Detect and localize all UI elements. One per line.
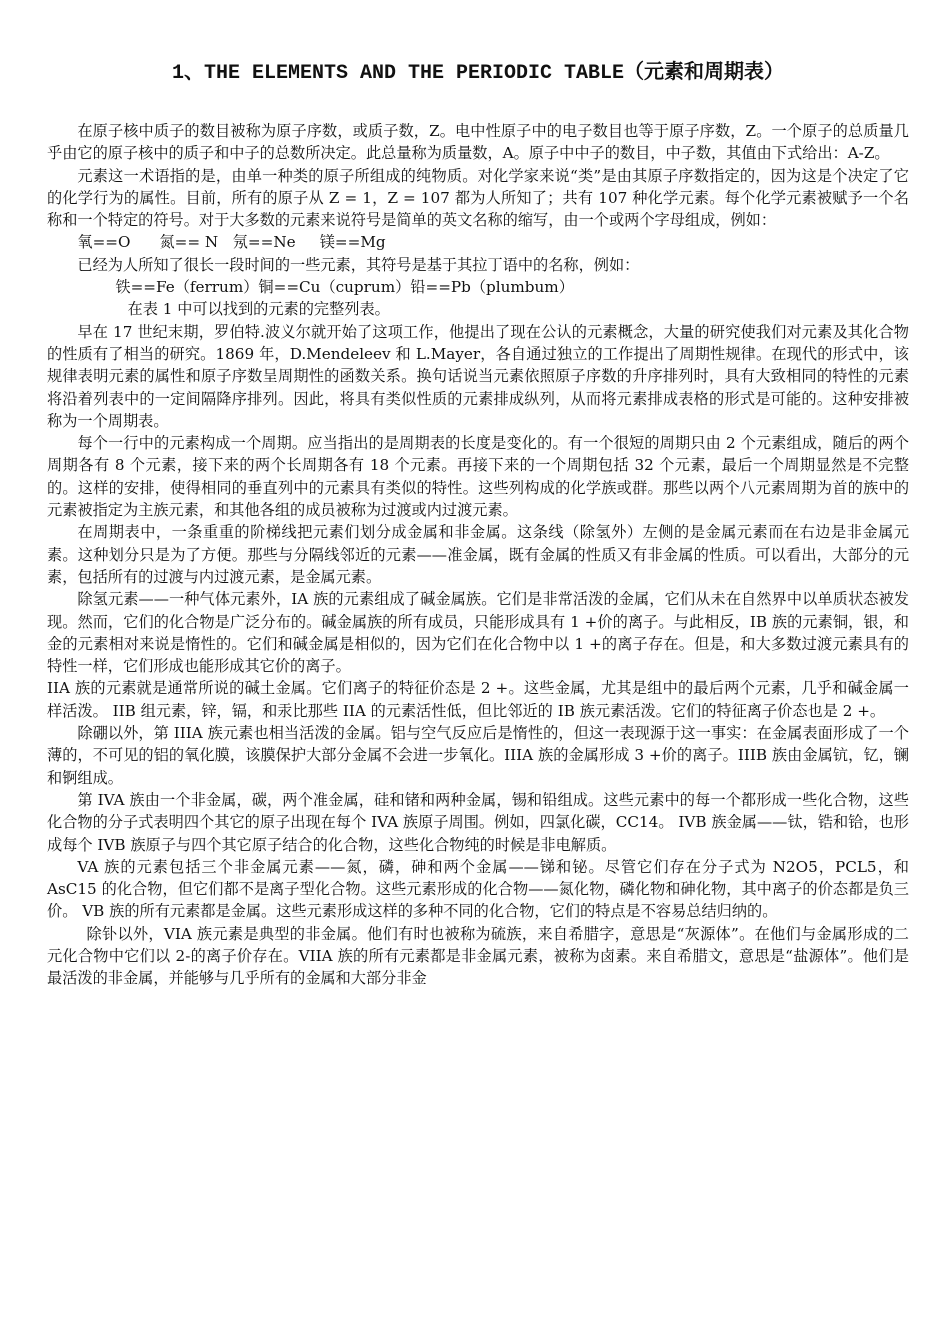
- paragraph-group-ia: 除氢元素——一种气体元素外，IA 族的元素组成了碱金属族。它们是非常活泼的金属，它们从未在自然界中以单质状态被发现。然而，它们的化合物是广泛分布的。碱金属族的所有成员，只能形成具有 1 +价的离子。与此相反，IB 族的元素铜，银，和金的元素相对来说是惰性的。它们和碱金属是相似的，因为它们在化合物中以 1 +的离子存在。但是，和大多数过渡元素具有的特性一样，它们形成也能形成其它价的离子。: [47, 590, 909, 676]
- paragraph-group-iia: IIA 族的元素就是通常所说的碱土金属。它们离子的特征价态是 2 +。这些金属，尤其是组中的最后两个元素，几乎和碱金属一样活泼。 IIB 组元素，锌，镉，和汞比那些 IIA 的元素活性低，但比邻近的 IB 族元素活泼。它们的特征离子价态也是 2 +。: [47, 679, 909, 720]
- paragraph-group-via: 除钋以外，VIA 族元素是典型的非金属。他们有时也被称为硫族，来自希腊字，意思是“灰源体”。在他们与金属形成的二元化合物中它们以 2-的离子价存在。VIIA 族的所有元素都是非金属元素，被称为卤素。来自希腊文，意思是“盐源体”。他们是最活泼的非金属，并能够与几乎所有的金属和大部分非金: [47, 924, 909, 988]
- paragraph-group-iiia: 除硼以外，第 IIIA 族元素也相当活泼的金属。铝与空气反应后是惰性的，但这一表现源于这一事实：在金属表面形成了一个薄的，不可见的铝的氧化膜，该膜保护大部分金属不会进一步氧化。IIIA 族的金属形成 3 +价的离子。IIIB 族由金属钪，钇，镧和锕组成。: [47, 724, 909, 787]
- page-title: 1、THE ELEMENTS AND THE PERIODIC TABLE（元素和周期表）: [171, 62, 785, 85]
- element-symbol-examples: 氧==O 氮== N 氖==Ne 镁==Mg: [77, 233, 386, 252]
- paragraph-atomic-number: 在原子核中质子的数目被称为原子序数，或质子数，Z。电中性原子中的电子数目也等于原子序数，Z。一个原子的总质量几乎由它的原子核中的质子和中子的总数所决定。此总量称为质量数，A。原子中中子的数目，中子数，其值由下式给出：A-Z。: [47, 122, 909, 163]
- document-page: [47, 60, 909, 990]
- paragraph-group-va: VA 族的元素包括三个非金属元素——氮，磷，砷和两个金属——锑和铋。尽管它们存在分子式为 N2O5，PCL5，和 AsC15 的化合物，但它们都不是离子型化合物。这些元素形成的化合物——氮化物，磷化物和砷化物，其中离子的价态都是负三价。 VB 族的所有元素都是金属。这些元素形成这样的多种不同的化合物，它们的特点是不容易总结归纳的。: [47, 857, 909, 921]
- paragraph-metals-nonmetals: 在周期表中，一条重重的阶梯线把元素们划分成金属和非金属。这条线（除氢外）左侧的是金属元素而在右边是非金属元素。这种划分只是为了方便。那些与分隔线邻近的元素——准金属，既有金属的性质又有非金属的性质。可以看出，大部分的元素，包括所有的过渡与内过渡元素，是金属元素。: [47, 523, 909, 586]
- table-reference-note: 在表 1 中可以找到的元素的完整列表。: [127, 300, 390, 319]
- paragraph-periods: 每个一行中的元素构成一个周期。应当指出的是周期表的长度是变化的。有一个很短的周期只由 2 个元素组成，随后的两个周期各有 8 个元素，接下来的两个长周期各有 18 个元素。再接下来的一个周期包括 32 个元素，最后一个周期显然是不完整的。这样的安排，使得相同的垂直列中的元素具有类似的特性。这些列构成的化学族或群。那些以两个八元素周期为首的族中的元素被指定为主族元素，和其他各组的成员被称为过渡或内过渡元素。: [47, 434, 909, 520]
- paragraph-periodic-law: 早在 17 世纪末期，罗伯特.波义尔就开始了这项工作，他提出了现在公认的元素概念，大量的研究使我们对元素及其化合物的性质有了相当的研究。1869 年，D.Mendeleev 和 L.Mayer，各自通过独立的工作提出了周期性规律。在现代的形式中，该规律表明元素的属性和原子序数呈周期性的函数关系。换句话说当元素依照原子序数的升序排列时，具有大致相同的特性的元素将沿着列表中的一定间隔降序排列。因此，将具有类似性质的元素排成纵列，从而将元素排成表格的形式是可能的。这种安排被称为一个周期表。: [47, 322, 909, 430]
- paragraph-group-iva: 第 IVA 族由一个非金属，碳，两个准金属，硅和锗和两种金属，锡和铅组成。这些元素中的每一个都形成一些化合物，这些化合物的分子式表明四个其它的原子出现在每个 IVA 族原子周围。例如，四氯化碳，CC14。 IVB 族金属——钛，锆和铪，也形成每个 IVB 族原子与四个其它原子结合的化合物，这些化合物纯的时候是非电解质。: [47, 790, 909, 854]
- latin-symbol-examples: 铁==Fe（ferrum）铜==Cu（cuprum）铅==Pb（plumbum）: [115, 278, 574, 297]
- paragraph-element-definition: 元素这一术语指的是，由单一种类的原子所组成的纯物质。对化学家来说“类”是由其原子序数指定的，因为这是个决定了它的化学行为的属性。目前，所有的原子从 Z = 1，Z = 107 都为人所知了；共有 107 种化学元素。每个化学元素被赋予一个名称和一个特定的符号。对于大多数的元素来说符号是简单的英文名称的缩写，由一个或两个字母组成，例如：: [47, 166, 909, 230]
- paragraph-latin-names: 已经为人所知了很长一段时间的一些元素，其符号是基于其拉丁语中的名称，例如：: [77, 255, 640, 274]
